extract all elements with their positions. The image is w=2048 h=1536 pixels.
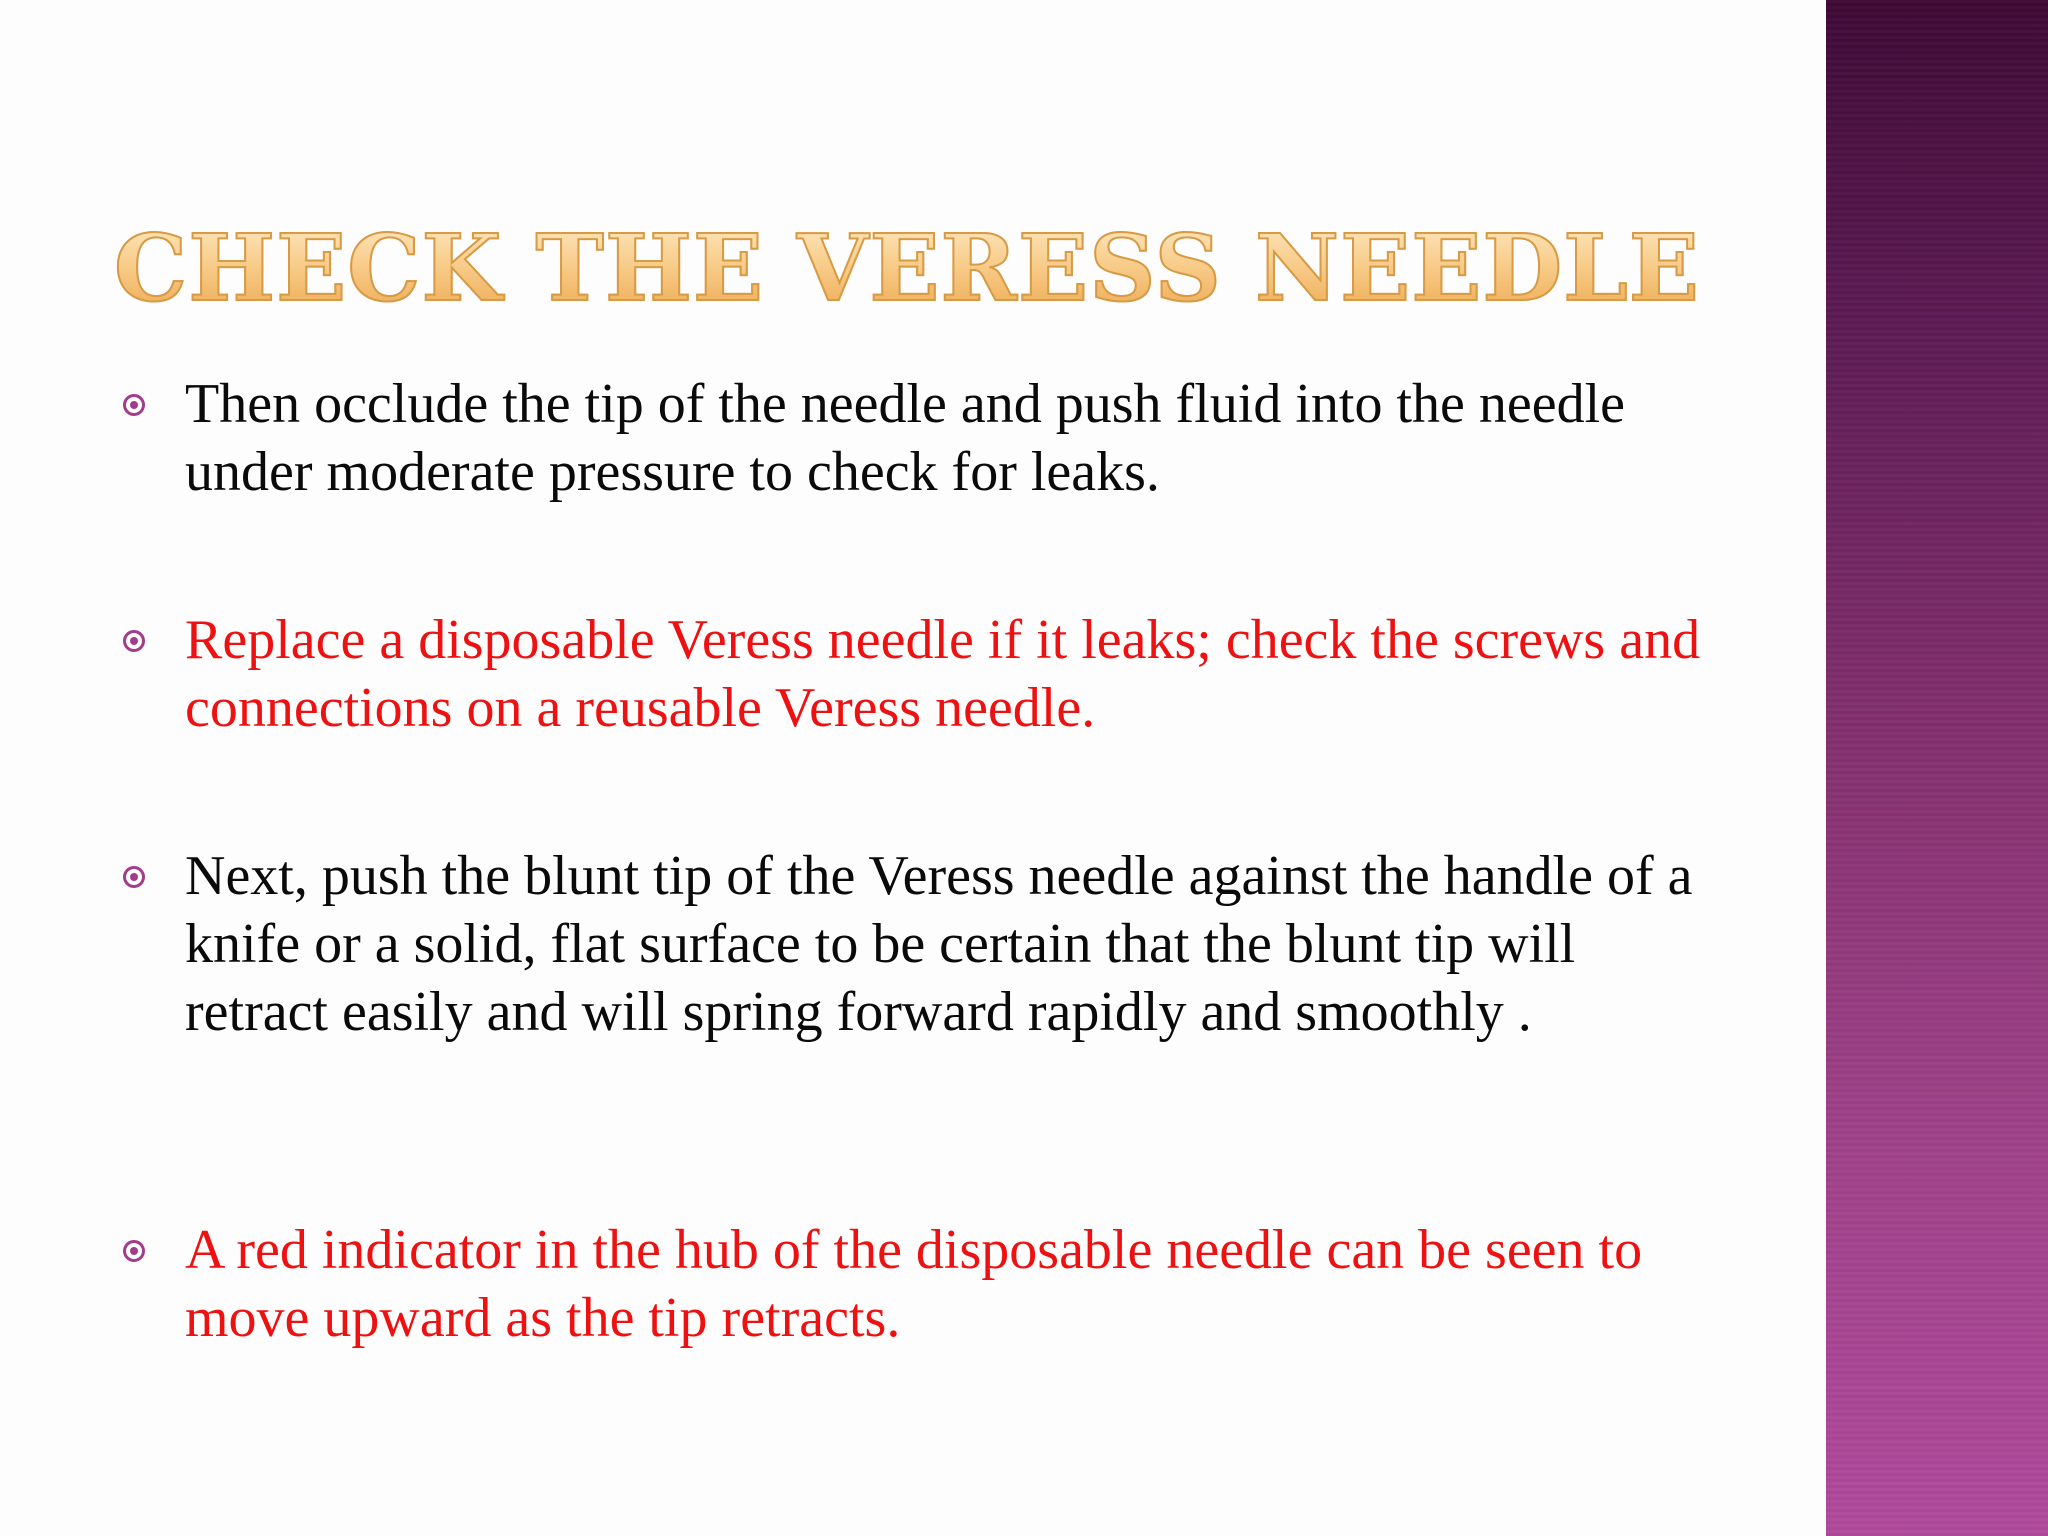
circled-dot-icon [123,630,145,652]
decorative-side-band [1826,0,2048,1536]
circled-dot-icon [123,866,145,888]
circled-dot-icon [123,394,145,416]
slide-title: CHECK THE VERESS NEEDLE [114,214,1700,322]
bullet-text: Then occlude the tip of the needle and push fluid into the needle under moderate pressure to check for leaks. [185,373,1625,503]
bullet-item [185,842,1725,1046]
bullet-text: Replace a disposable Veress needle if it leaks; check the screws and connections on a reusable Veress needle. [185,609,1701,739]
bullet-text: A red indicator in the hub of the disposable needle can be seen to move upward as the tip retracts. [185,1219,1643,1349]
circled-dot-icon [123,1240,145,1262]
bullet-item [185,370,1725,506]
bullet-item [185,1216,1725,1352]
bullet-item [185,606,1725,742]
bullet-text: Next, push the blunt tip of the Veress needle against the handle of a knife or a solid, flat surface to be certain that the blunt tip will retract easily and will spring forward rapidly and smoothly . [185,845,1693,1043]
